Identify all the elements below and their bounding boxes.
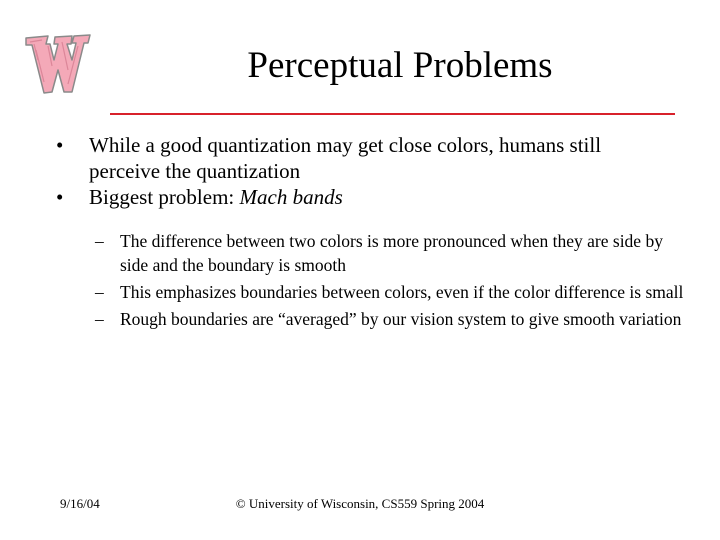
bullet-marker: • bbox=[56, 185, 64, 209]
sub-bullet-item bbox=[95, 280, 685, 304]
sub-bullet-text: This emphasizes boundaries between colors, even if the color difference is small bbox=[120, 282, 684, 302]
bullet-list bbox=[56, 132, 676, 210]
sub-bullet-marker: – bbox=[95, 282, 104, 302]
sub-bullet-text: Rough boundaries are “averaged” by our vision system to give smooth variation bbox=[120, 309, 682, 329]
bullet-text: While a good quantization may get close colors, humans still perceive the quantization bbox=[89, 133, 602, 183]
sub-bullet-text: The difference between two colors is more pronounced when they are side by side and the boundary is smooth bbox=[120, 231, 663, 275]
title-divider bbox=[110, 113, 675, 115]
sub-bullet-marker: – bbox=[95, 309, 104, 329]
bullet-item bbox=[56, 132, 676, 184]
footer-copyright: © University of Wisconsin, CS559 Spring 2004 bbox=[235, 496, 485, 511]
wisconsin-w-logo-icon bbox=[22, 30, 92, 100]
footer-date: 9/16/04 bbox=[60, 496, 100, 511]
bullet-marker: • bbox=[56, 133, 64, 157]
sub-bullet-item bbox=[95, 307, 685, 331]
bullet-item bbox=[56, 184, 676, 210]
sub-bullet-item bbox=[95, 229, 685, 277]
bullet-emphasis: Mach bands bbox=[239, 185, 343, 209]
sub-bullet-marker: – bbox=[95, 231, 104, 251]
bullet-text: Biggest problem: bbox=[89, 185, 240, 209]
slide-title: Perceptual Problems bbox=[247, 45, 553, 86]
sub-bullet-list bbox=[95, 229, 685, 334]
